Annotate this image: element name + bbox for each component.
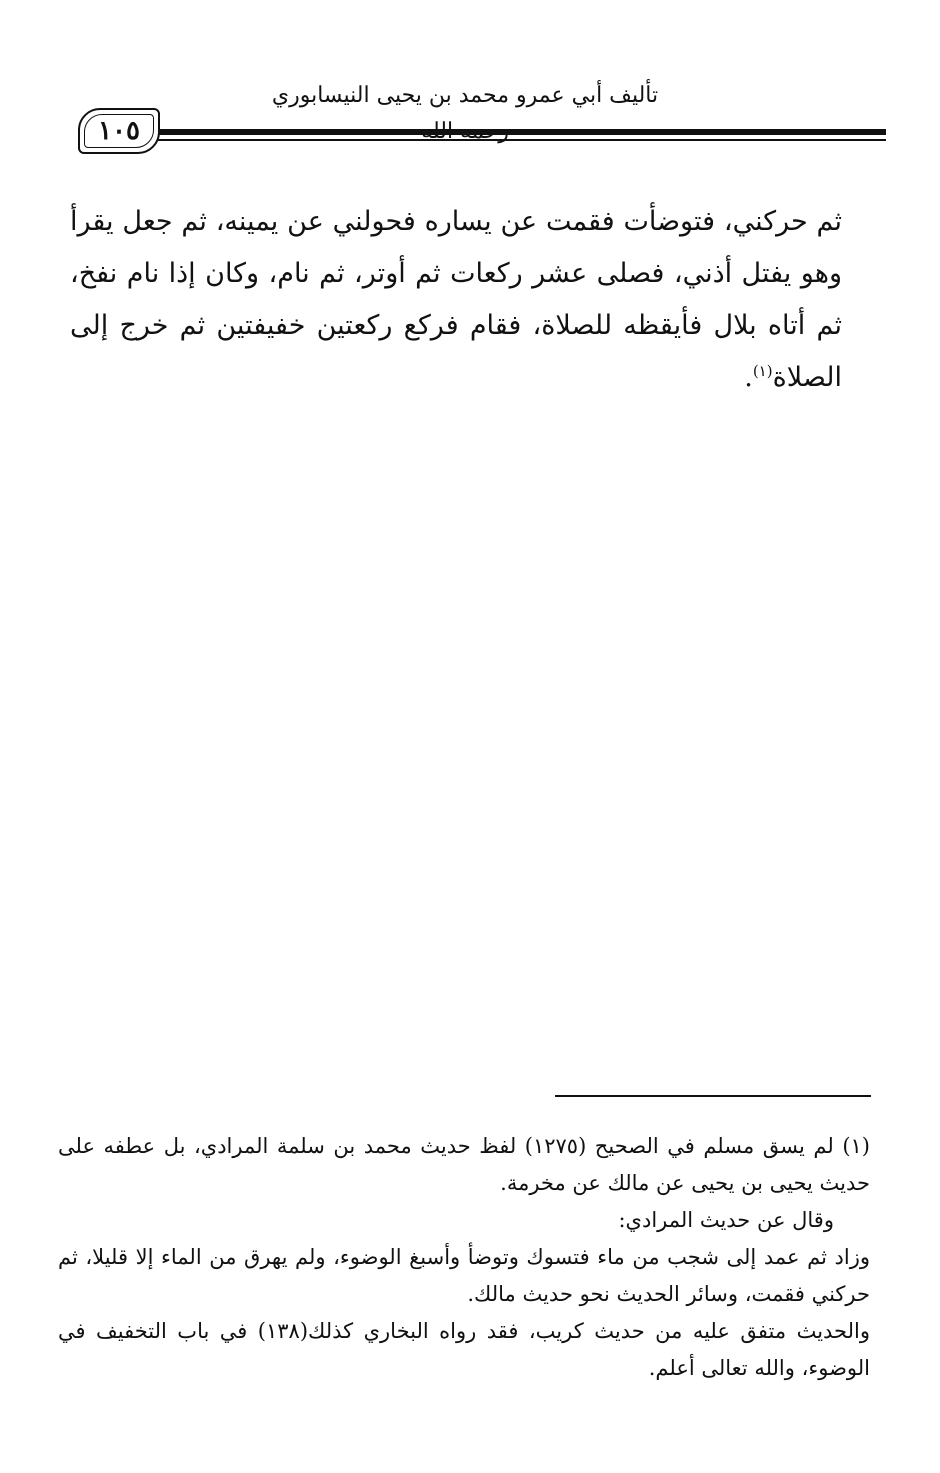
page-number-label: ١٠٥ <box>98 116 140 146</box>
footnote-1: (١) لم يسق مسلم في الصحيح (١٢٧٥) لفظ حديث محمد بن سلمة المرادي، بل عطفه على حديث يحيى بن يحيى عن مالك عن مخرمة. <box>58 1134 870 1195</box>
body-paragraph <box>70 196 842 404</box>
footnotes <box>58 1128 870 1387</box>
footnote-line: وزاد ثم عمد إلى شجب من ماء فتسوك وتوضأ وأسبغ الوضوء، ولم يهرق من الماء إلا قليلا، ثم حركني فقمت، وسائر الحديث نحو حديث مالك. <box>58 1245 870 1306</box>
footnote-line: وقال عن حديث المرادي: <box>618 1208 834 1232</box>
footnote-reference: (١) <box>752 362 773 380</box>
footnote-separator <box>555 1095 871 1097</box>
footnote-line: والحديث متفق عليه من حديث كريب، فقد رواه البخاري كذلك(١٣٨) في باب التخفيف في الوضوء، والله تعالى أعلم. <box>58 1319 870 1380</box>
header-rule <box>158 129 886 135</box>
running-header: تأليف أبي عمرو محمد بن يحيى النيسابوري <box>271 83 659 108</box>
body-paragraph-text: ثم حركني، فتوضأت فقمت عن يساره فحولني عن يمينه، ثم جعل يقرأ وهو يفتل أذني، فصلى عشر ركعات ثم أوتر، ثم نام، وكان إذا نام نفخ، ثم أتاه بلال فأيقظه للصلاة، فقام فركع ركعتين خفيفتين ثم خرج إلى الصلاة <box>70 206 842 393</box>
body-end-punct: . <box>744 362 753 393</box>
page-number <box>78 108 160 154</box>
main-text <box>70 196 842 404</box>
header-rule-thin <box>158 139 886 141</box>
